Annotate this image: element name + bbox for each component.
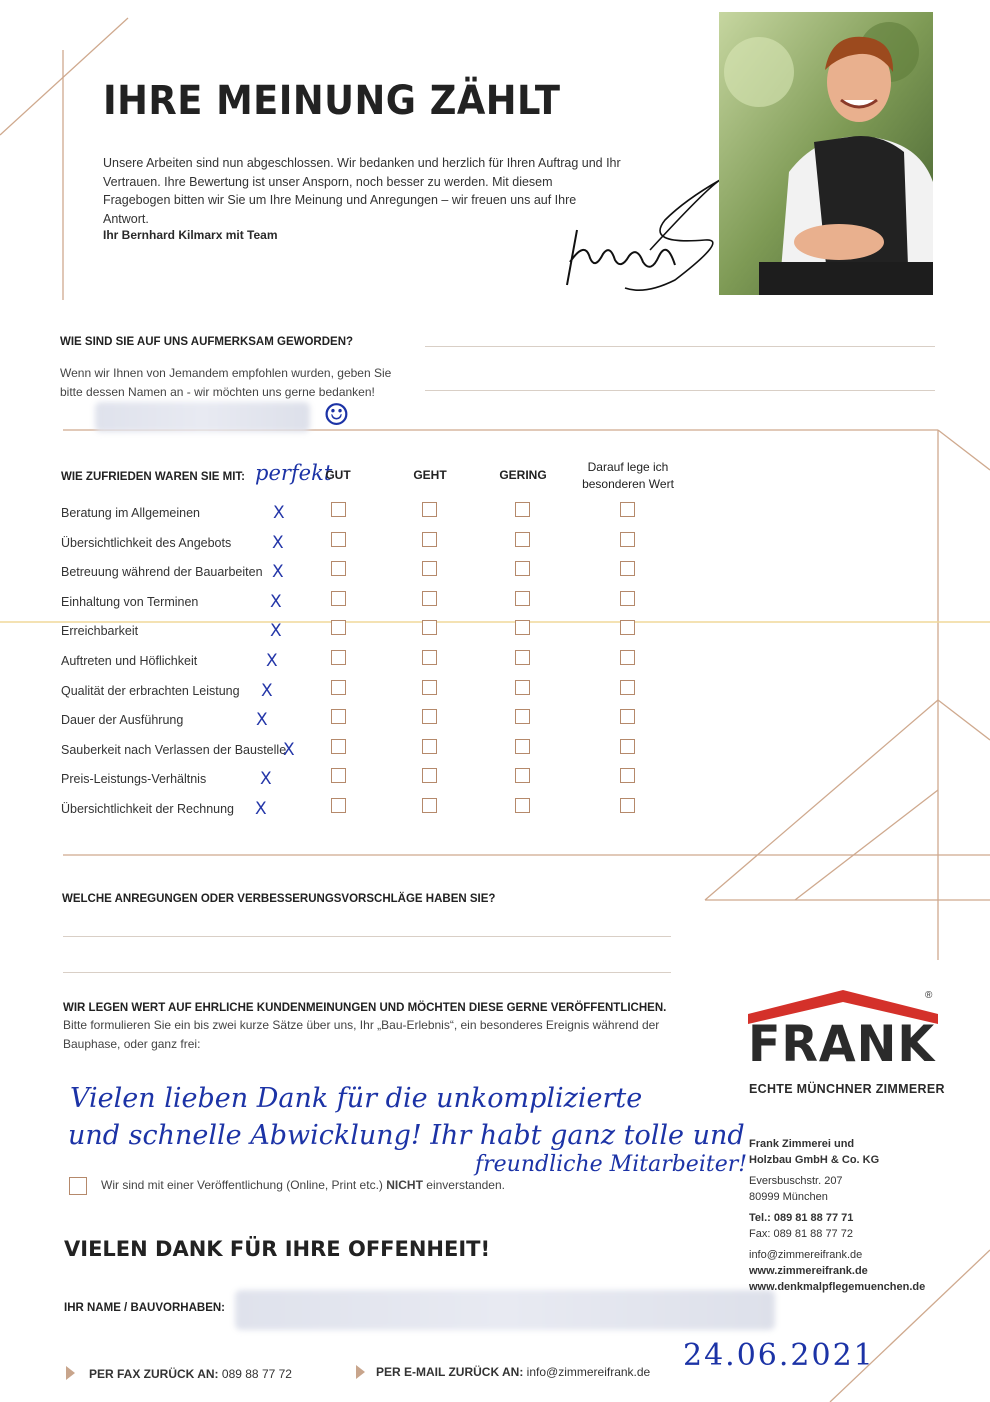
table-row-label: Erreichbarkeit — [61, 624, 139, 639]
rating-checkbox[interactable] — [620, 502, 635, 517]
rating-checkbox[interactable] — [331, 591, 346, 606]
rating-checkbox[interactable] — [620, 591, 635, 606]
fax-return: PER FAX ZURÜCK AN: 089 88 77 72 — [89, 1367, 292, 1381]
rating-checkbox[interactable] — [515, 620, 530, 635]
rating-checkbox[interactable] — [331, 502, 346, 517]
testimonial-line-2: und schnelle Abwicklung! Ihr habt ganz tolle und — [68, 1120, 745, 1151]
redacted-name-field — [235, 1290, 775, 1330]
rating-checkbox[interactable] — [515, 502, 530, 517]
company-name-1: Frank Zimmerei und — [749, 1138, 855, 1150]
q2-heading: WIE ZUFRIEDEN WAREN SIE MIT: — [61, 471, 245, 483]
table-row-label: Preis-Leistungs-Verhältnis — [61, 772, 207, 787]
q4-text: Bitte formulieren Sie ein bis zwei kurze Sätze über uns, Ihr „Bau-Erlebnis“, ein besonderes Ereignis während der Bauphase, oder ganz frei: — [63, 1018, 660, 1051]
rating-checkbox[interactable] — [331, 532, 346, 547]
rating-checkbox[interactable] — [331, 709, 346, 724]
table-row-label: Beratung im Allgemeinen — [61, 506, 200, 520]
col-gut: GUT — [325, 468, 351, 482]
rating-checkbox[interactable] — [515, 650, 530, 665]
consent-label: Wir sind mit einer Veröffentlichung (Online, Print etc.) NICHT einverstanden. — [101, 1178, 505, 1192]
company-tagline: ECHTE MÜNCHNER ZIMMERER — [749, 1082, 945, 1096]
rating-checkbox[interactable] — [331, 620, 346, 635]
rating-checkbox[interactable] — [515, 561, 530, 576]
rating-checkbox[interactable] — [620, 768, 635, 783]
smiley-drawing: ☺ — [323, 398, 350, 433]
handwritten-check-mark: X — [266, 651, 278, 671]
table-row-label: Übersichtlichkeit des Angebots — [61, 535, 232, 550]
handwritten-date: 24.06.2021 — [683, 1338, 875, 1373]
rating-checkbox[interactable] — [331, 650, 346, 665]
rating-checkbox[interactable] — [422, 532, 437, 547]
col-besonderer-wert: Darauf lege ich besonderen Wert — [582, 460, 674, 491]
company-city: 80999 München — [749, 1191, 828, 1203]
handwritten-check-mark: X — [261, 680, 273, 701]
col-gering: GERING — [499, 468, 547, 482]
portrait-photo — [719, 12, 933, 295]
handwritten-check-mark: X — [255, 799, 267, 819]
rating-checkbox[interactable] — [422, 502, 437, 517]
table-row-label: Einhaltung von Terminen — [61, 594, 199, 609]
col-geht: GEHT — [413, 468, 447, 482]
company-email[interactable]: info@zimmereifrank.de — [749, 1249, 863, 1261]
q1-heading: WIE SIND SIE AUF UNS AUFMERKSAM GEWORDEN? — [60, 336, 354, 348]
name-label: IHR NAME / BAUVORHABEN: — [64, 1302, 225, 1314]
rating-checkbox[interactable] — [620, 620, 635, 635]
rating-checkbox[interactable] — [422, 650, 437, 665]
table-row-label: Sauberkeit nach Verlassen der Baustelle — [61, 742, 287, 757]
handwritten-check-mark: X — [272, 562, 284, 583]
handwritten-perfekt: perfekt — [255, 461, 333, 485]
no-consent-checkbox[interactable] — [69, 1177, 87, 1195]
handwritten-check-mark: X — [272, 532, 284, 553]
rating-checkbox[interactable] — [331, 768, 346, 783]
handwritten-signature — [555, 170, 725, 295]
rating-checkbox[interactable] — [515, 680, 530, 695]
rating-checkbox[interactable] — [515, 591, 530, 606]
company-street: Eversbuschstr. 207 — [749, 1175, 843, 1187]
table-row-label: Betreuung während der Bauarbeiten — [61, 565, 263, 580]
rating-checkbox[interactable] — [515, 709, 530, 724]
company-tel: Tel.: 089 81 88 77 71 — [749, 1212, 854, 1224]
page-title: IHRE MEINUNG ZÄHLT — [103, 78, 561, 124]
company-fax: Fax: 089 81 88 77 72 — [749, 1228, 853, 1240]
rating-checkbox[interactable] — [422, 768, 437, 783]
handwritten-check-mark: X — [260, 769, 272, 790]
rating-checkbox[interactable] — [422, 561, 437, 576]
intro-text: Unsere Arbeiten sind nun abgeschlossen. Wir bedanken und herzlich für Ihren Auftrag und Ihr Vertrauen. Ihre Bewertung ist unser Ansporn, noch besser zu werden. Mit diesem Fragebogen bitten wir Sie um Ihre Meinung und Anregungen – wir freuen uns auf Ihre Antwort. — [103, 156, 621, 226]
signoff: Ihr Bernhard Kilmarx mit Team — [103, 228, 278, 242]
redacted-referrer-name — [95, 402, 310, 432]
rating-checkbox[interactable] — [620, 709, 635, 724]
testimonial-line-1: Vielen lieben Dank für die unkomplizierte — [70, 1083, 643, 1114]
handwritten-check-mark: X — [273, 503, 285, 523]
q1-text: Wenn wir Ihnen von Jemandem empfohlen wurden, geben Sie bitte dessen Namen an - wir möchten uns gerne bedanken! — [60, 366, 392, 399]
table-row-label: Qualität der erbrachten Leistung — [61, 683, 240, 698]
fax-arrow-icon — [66, 1366, 75, 1380]
thanks-heading: VIELEN DANK FÜR IHRE OFFENHEIT! — [64, 1237, 491, 1261]
q4-heading: WIR LEGEN WERT AUF EHRLICHE KUNDENMEINUNGEN UND MÖCHTEN DIESE GERNE VERÖFFENTLICHEN. — [63, 1002, 667, 1014]
rating-checkbox[interactable] — [422, 709, 437, 724]
rating-checkbox[interactable] — [422, 739, 437, 754]
rating-checkbox[interactable] — [331, 561, 346, 576]
registered-mark: ® — [925, 990, 933, 1001]
rating-checkbox[interactable] — [515, 739, 530, 754]
rating-checkbox[interactable] — [620, 798, 635, 813]
handwritten-check-mark: X — [256, 710, 268, 731]
email-return: PER E-MAIL ZURÜCK AN: info@zimmereifrank.de — [376, 1365, 651, 1379]
table-row-label: Auftreten und Höflichkeit — [61, 654, 198, 668]
rating-checkbox[interactable] — [515, 768, 530, 783]
rating-checkbox[interactable] — [422, 620, 437, 635]
rating-checkbox[interactable] — [422, 798, 437, 813]
rating-checkbox[interactable] — [620, 680, 635, 695]
rating-checkbox[interactable] — [620, 532, 635, 547]
rating-checkbox[interactable] — [515, 532, 530, 547]
handwritten-check-mark: X — [270, 591, 282, 612]
rating-checkbox[interactable] — [620, 561, 635, 576]
company-web-2[interactable]: www.denkmalpflegemuenchen.de — [749, 1281, 926, 1293]
email-arrow-icon — [356, 1365, 365, 1379]
handwritten-check-mark: X — [270, 621, 282, 642]
company-logo: FRANK — [748, 1015, 936, 1073]
company-name-2: Holzbau GmbH & Co. KG — [749, 1154, 880, 1166]
rating-checkbox[interactable] — [620, 650, 635, 665]
rating-checkbox[interactable] — [515, 798, 530, 813]
table-row-label: Übersichtlichkeit der Rechnung — [61, 802, 235, 816]
rating-checkbox[interactable] — [620, 739, 635, 754]
table-row-label: Dauer der Ausführung — [61, 713, 184, 728]
company-web-1[interactable]: www.zimmereifrank.de — [749, 1265, 868, 1277]
rating-checkbox[interactable] — [422, 591, 437, 606]
handwritten-check-mark: X — [283, 739, 295, 760]
testimonial-line-3: freundliche Mitarbeiter! — [475, 1152, 748, 1177]
rating-checkbox[interactable] — [331, 680, 346, 695]
q3-heading: WELCHE ANREGUNGEN ODER VERBESSERUNGSVORSCHLÄGE HABEN SIE? — [62, 893, 496, 905]
rating-checkbox[interactable] — [422, 680, 437, 695]
rating-checkbox[interactable] — [331, 798, 346, 813]
rating-checkbox[interactable] — [331, 739, 346, 754]
